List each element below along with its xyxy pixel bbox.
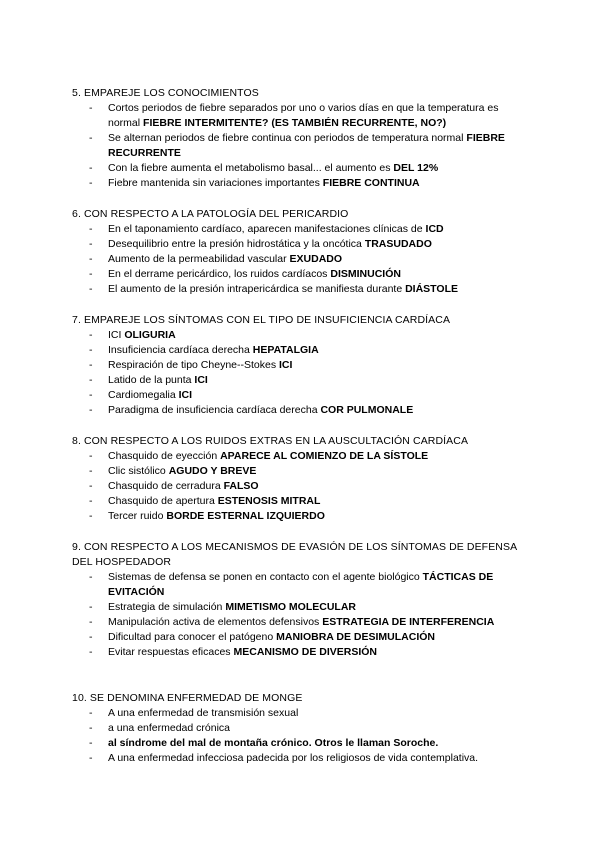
item-answer: TRASUDADO <box>364 238 432 250</box>
list-item <box>72 751 532 766</box>
list-item <box>72 176 532 191</box>
item-answer: DIÁSTOLE <box>405 283 458 295</box>
item-text: Cardiomegalia <box>108 389 176 401</box>
list-item <box>72 509 532 524</box>
answer-list <box>72 570 532 660</box>
question-10 <box>72 691 532 766</box>
question-title: 9. CON RESPECTO A LOS MECANISMOS DE EVASIÓN DE LOS SÍNTOMAS DE DEFENSA DEL HOSPEDADOR <box>72 541 517 568</box>
item-text: Tercer ruido <box>108 510 164 522</box>
item-text: El aumento de la presión intrapericárdica se manifiesta durante <box>108 283 403 295</box>
list-item <box>72 494 532 509</box>
list-item <box>72 721 532 736</box>
item-text: Chasquido de cerradura <box>108 480 221 492</box>
question-title: 10. SE DENOMINA ENFERMEDAD DE MONGE <box>72 692 303 704</box>
list-item <box>72 161 532 176</box>
item-answer: MANIOBRA DE DESIMULACIÓN <box>276 631 435 643</box>
list-item <box>72 630 532 645</box>
list-item <box>72 403 532 418</box>
answer-list <box>72 449 532 524</box>
item-text: Paradigma de insuficiencia cardíaca derecha <box>108 404 318 416</box>
list-item <box>72 570 532 600</box>
item-answer: ICI <box>178 389 193 401</box>
item-text: Aumento de la permeabilidad vascular <box>108 253 287 265</box>
answer-list <box>72 328 532 418</box>
item-text: Se alternan periodos de fiebre continua con periodos de temperatura normal <box>108 132 464 144</box>
list-item <box>72 282 532 297</box>
question-title: 7. EMPAREJE LOS SÍNTOMAS CON EL TIPO DE INSUFICIENCIA CARDÍACA <box>72 314 451 326</box>
item-text: En el taponamiento cardíaco, aparecen manifestaciones clínicas de <box>108 223 423 235</box>
item-text: ICI <box>108 329 122 341</box>
item-text: Sistemas de defensa se ponen en contacto con el agente biológico <box>108 571 420 583</box>
list-item <box>72 736 532 751</box>
list-item <box>72 600 532 615</box>
item-answer: DISMINUCIÓN <box>330 268 401 280</box>
item-answer: al síndrome del mal de montaña crónico. Otros le llaman Soroche. <box>108 737 439 749</box>
item-answer: MIMETISMO MOLECULAR <box>225 601 356 613</box>
list-item <box>72 131 532 161</box>
list-item <box>72 101 532 131</box>
list-item <box>72 449 532 464</box>
item-answer: EXUDADO <box>289 253 343 265</box>
item-answer: ICD <box>425 223 444 235</box>
item-text: Respiración de tipo Cheyne--Stokes <box>108 359 277 371</box>
item-text: Manipulación activa de elementos defensivos <box>108 616 320 628</box>
question-title: 5. EMPAREJE LOS CONOCIMIENTOS <box>72 87 259 99</box>
list-item <box>72 479 532 494</box>
item-answer: DEL 12% <box>393 162 439 174</box>
item-text: Chasquido de eyección <box>108 450 218 462</box>
item-text: a una enfermedad crónica <box>108 722 230 734</box>
item-answer: OLIGURIA <box>124 329 176 341</box>
list-item <box>72 373 532 388</box>
item-answer: AGUDO Y BREVE <box>168 465 257 477</box>
question-8 <box>72 434 532 524</box>
question-5 <box>72 86 532 191</box>
list-item <box>72 252 532 267</box>
item-text: Latido de la punta <box>108 374 192 386</box>
item-text: Chasquido de apertura <box>108 495 215 507</box>
item-text: Dificultad para conocer el patógeno <box>108 631 274 643</box>
question-7 <box>72 313 532 418</box>
list-item <box>72 328 532 343</box>
item-answer: BORDE ESTERNAL IZQUIERDO <box>166 510 325 522</box>
question-title: 8. CON RESPECTO A LOS RUIDOS EXTRAS EN LA AUSCULTACIÓN CARDÍACA <box>72 435 469 447</box>
answer-list <box>72 101 532 191</box>
answer-list <box>72 222 532 297</box>
item-answer: FIEBRE INTERMITENTE? (ES TAMBIÉN RECURRENTE, NO?) <box>143 117 447 129</box>
answer-list <box>72 706 532 766</box>
list-item <box>72 237 532 252</box>
question-9 <box>72 540 532 660</box>
list-item <box>72 464 532 479</box>
list-item <box>72 267 532 282</box>
item-answer: MECANISMO DE DIVERSIÓN <box>233 646 377 658</box>
list-item <box>72 222 532 237</box>
item-text: A una enfermedad de transmisión sexual <box>108 707 299 719</box>
item-answer: ICI <box>194 374 208 386</box>
list-item <box>72 615 532 630</box>
item-answer: ESTENOSIS MITRAL <box>217 495 321 507</box>
list-item <box>72 706 532 721</box>
item-answer: FIEBRE RECURRENTE <box>108 132 505 159</box>
item-text: Clic sistólico <box>108 465 166 477</box>
item-text: A una enfermedad infecciosa padecida por los religiosos de vida contemplativa. <box>108 752 479 764</box>
item-text: Fiebre mantenida sin variaciones importantes <box>108 177 320 189</box>
question-6 <box>72 207 532 297</box>
item-answer: FALSO <box>223 480 259 492</box>
item-text: Cortos periodos de fiebre separados por uno o varios días en que la temperatura es normal <box>108 102 499 129</box>
item-answer: TÁCTICAS DE EVITACIÓN <box>108 571 494 598</box>
item-text: En el derrame pericárdico, los ruidos cardíacos <box>108 268 328 280</box>
item-text: Evitar respuestas eficaces <box>108 646 231 658</box>
list-item <box>72 343 532 358</box>
list-item <box>72 358 532 373</box>
item-text: Insuficiencia cardíaca derecha <box>108 344 250 356</box>
item-answer: COR PULMONALE <box>320 404 414 416</box>
item-answer: FIEBRE CONTINUA <box>322 177 420 189</box>
item-answer: ESTRATEGIA DE INTERFERENCIA <box>322 616 495 628</box>
item-text: Con la fiebre aumenta el metabolismo basal... el aumento es <box>108 162 391 174</box>
item-text: Estrategia de simulación <box>108 601 223 613</box>
list-item <box>72 388 532 403</box>
question-title: 6. CON RESPECTO A LA PATOLOGÍA DEL PERICARDIO <box>72 208 349 220</box>
item-answer: HEPATALGIA <box>252 344 319 356</box>
item-text: Desequilibrio entre la presión hidrostática y la oncótica <box>108 238 362 250</box>
item-answer: ICI <box>279 359 293 371</box>
item-answer: APARECE AL COMIENZO DE LA SÍSTOLE <box>220 450 429 462</box>
list-item <box>72 645 532 660</box>
